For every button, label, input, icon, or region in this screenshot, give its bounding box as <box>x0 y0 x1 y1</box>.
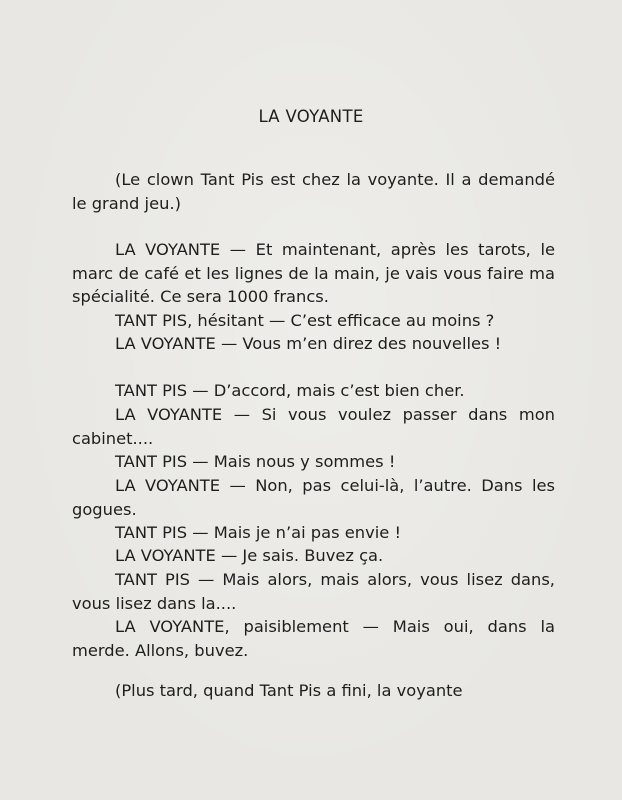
dialogue-line: TANT PIS — D’accord, mais c’est bien cher. <box>115 381 465 400</box>
dialogue-line: LA VOYANTE — Si vous voulez passer dans mon cabinet.... <box>72 405 555 448</box>
dialogue-line: TANT PIS — Mais nous y sommes ! <box>115 452 396 471</box>
dialogue-line: LA VOYANTE — Et maintenant, après les tarots, le marc de café et les lignes de la main, je vais vous faire ma spécialité. Ce sera 1000 francs. <box>72 240 555 306</box>
page-title: LA VOYANTE <box>258 107 364 126</box>
stage-direction-closing: (Plus tard, quand Tant Pis a fini, la voyante <box>115 681 463 700</box>
dialogue-line: LA VOYANTE, paisiblement — Mais oui, dans la merde. Allons, buvez. <box>72 617 555 660</box>
dialogue-line: LA VOYANTE — Non, pas celui-là, l’autre. Dans les gogues. <box>72 476 555 519</box>
dialogue-line: TANT PIS — Mais je n’ai pas envie ! <box>115 523 401 542</box>
dialogue-line: LA VOYANTE — Vous m’en direz des nouvelles ! <box>115 334 502 353</box>
dialogue-line: TANT PIS, hésitant — C’est efficace au moins ? <box>115 311 495 330</box>
stage-direction-opening: (Le clown Tant Pis est chez la voyante. Il a demandé le grand jeu.) <box>72 170 555 213</box>
dialogue-line: LA VOYANTE — Je sais. Buvez ça. <box>115 546 384 565</box>
dialogue-line: TANT PIS — Mais alors, mais alors, vous lisez dans, vous lisez dans la.... <box>72 570 555 613</box>
